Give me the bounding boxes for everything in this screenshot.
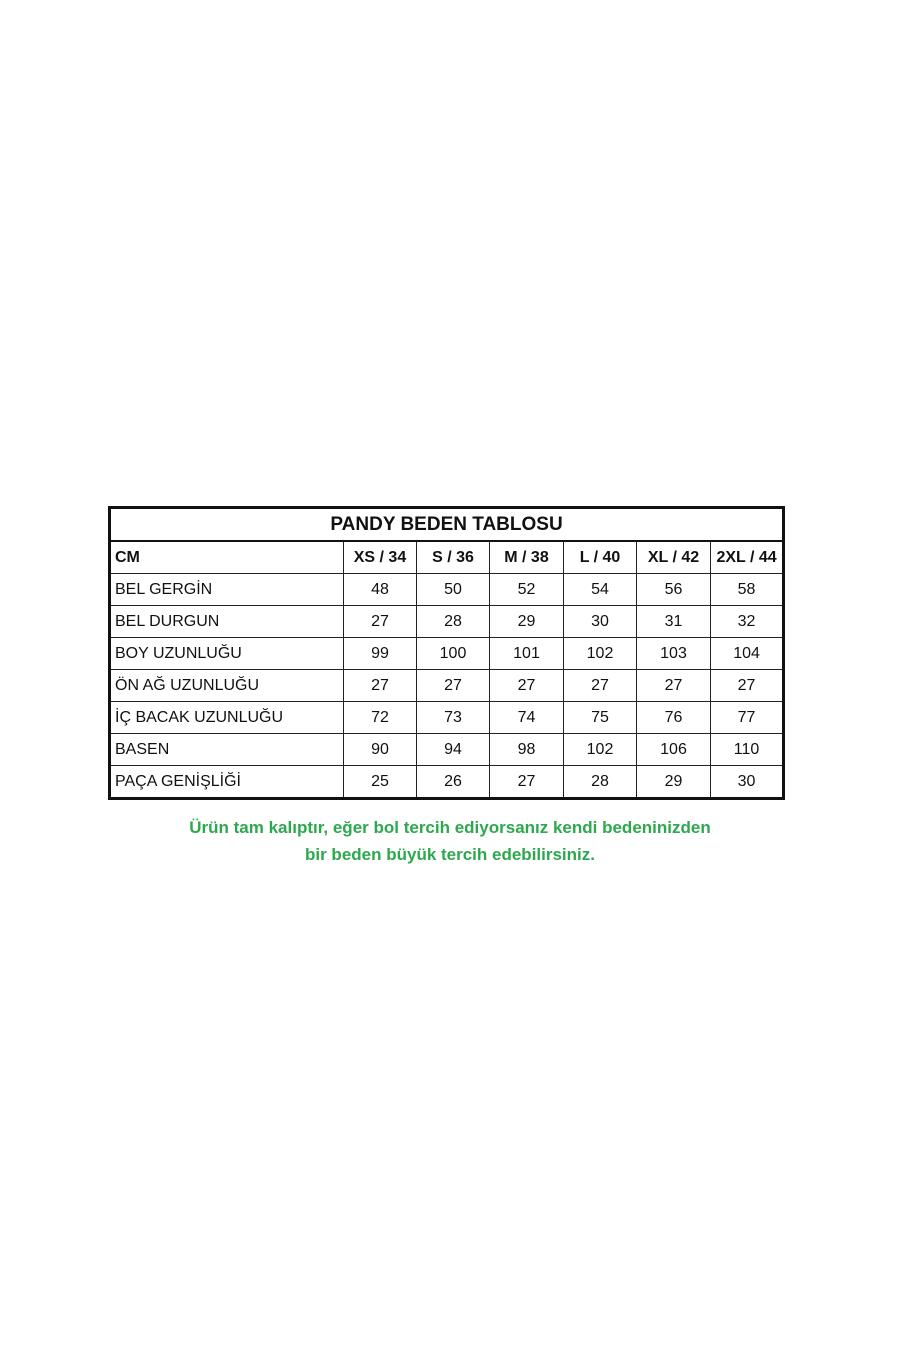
table-cell: 56 <box>637 574 711 606</box>
table-cell: 54 <box>564 574 637 606</box>
table-cell: 28 <box>564 766 637 799</box>
table-cell: 76 <box>637 702 711 734</box>
table-cell: 75 <box>564 702 637 734</box>
table-cell: 102 <box>564 638 637 670</box>
row-label: BEL GERGİN <box>110 574 344 606</box>
table-row <box>110 574 784 606</box>
table-header-row <box>110 541 784 574</box>
table-cell: 101 <box>490 638 564 670</box>
table-cell: 27 <box>417 670 490 702</box>
table-cell: 77 <box>711 702 784 734</box>
table-cell: 32 <box>711 606 784 638</box>
table-cell: 27 <box>344 606 417 638</box>
table-cell: 104 <box>711 638 784 670</box>
size-chart-table <box>108 506 785 800</box>
unit-header: CM <box>110 541 344 574</box>
table-row <box>110 734 784 766</box>
table-cell: 27 <box>490 670 564 702</box>
table-cell: 30 <box>711 766 784 799</box>
table-cell: 27 <box>344 670 417 702</box>
fit-note <box>0 814 900 868</box>
table-row <box>110 702 784 734</box>
table-cell: 90 <box>344 734 417 766</box>
table-cell: 27 <box>490 766 564 799</box>
table-cell: 98 <box>490 734 564 766</box>
table-title: PANDY BEDEN TABLOSU <box>110 508 784 542</box>
table-cell: 26 <box>417 766 490 799</box>
table-cell: 29 <box>490 606 564 638</box>
table-cell: 50 <box>417 574 490 606</box>
table-row <box>110 670 784 702</box>
row-label: İÇ BACAK UZUNLUĞU <box>110 702 344 734</box>
size-header: XS / 34 <box>344 541 417 574</box>
table-cell: 110 <box>711 734 784 766</box>
table-cell: 58 <box>711 574 784 606</box>
table-cell: 28 <box>417 606 490 638</box>
table-cell: 72 <box>344 702 417 734</box>
table-row <box>110 606 784 638</box>
table-cell: 27 <box>637 670 711 702</box>
table-cell: 103 <box>637 638 711 670</box>
table-cell: 29 <box>637 766 711 799</box>
table-cell: 99 <box>344 638 417 670</box>
table-cell: 27 <box>564 670 637 702</box>
table-cell: 25 <box>344 766 417 799</box>
table-cell: 106 <box>637 734 711 766</box>
table-row <box>110 638 784 670</box>
row-label: ÖN AĞ UZUNLUĞU <box>110 670 344 702</box>
table-cell: 48 <box>344 574 417 606</box>
table-cell: 102 <box>564 734 637 766</box>
table-cell: 74 <box>490 702 564 734</box>
table-cell: 30 <box>564 606 637 638</box>
table-cell: 31 <box>637 606 711 638</box>
table-row <box>110 766 784 799</box>
size-header: M / 38 <box>490 541 564 574</box>
size-header: 2XL / 44 <box>711 541 784 574</box>
row-label: BOY UZUNLUĞU <box>110 638 344 670</box>
row-label: BEL DURGUN <box>110 606 344 638</box>
size-header: L / 40 <box>564 541 637 574</box>
size-header: S / 36 <box>417 541 490 574</box>
fit-note-line: bir beden büyük tercih edebilirsiniz. <box>304 845 595 864</box>
row-label: BASEN <box>110 734 344 766</box>
size-header: XL / 42 <box>637 541 711 574</box>
table-cell: 52 <box>490 574 564 606</box>
table-cell: 73 <box>417 702 490 734</box>
table-title-row <box>110 508 784 542</box>
table-cell: 94 <box>417 734 490 766</box>
table-cell: 100 <box>417 638 490 670</box>
fit-note-line: Ürün tam kalıptır, eğer bol tercih ediyorsanız kendi bedeninizden <box>189 818 711 837</box>
table-cell: 27 <box>711 670 784 702</box>
row-label: PAÇA GENİŞLİĞİ <box>110 766 344 799</box>
